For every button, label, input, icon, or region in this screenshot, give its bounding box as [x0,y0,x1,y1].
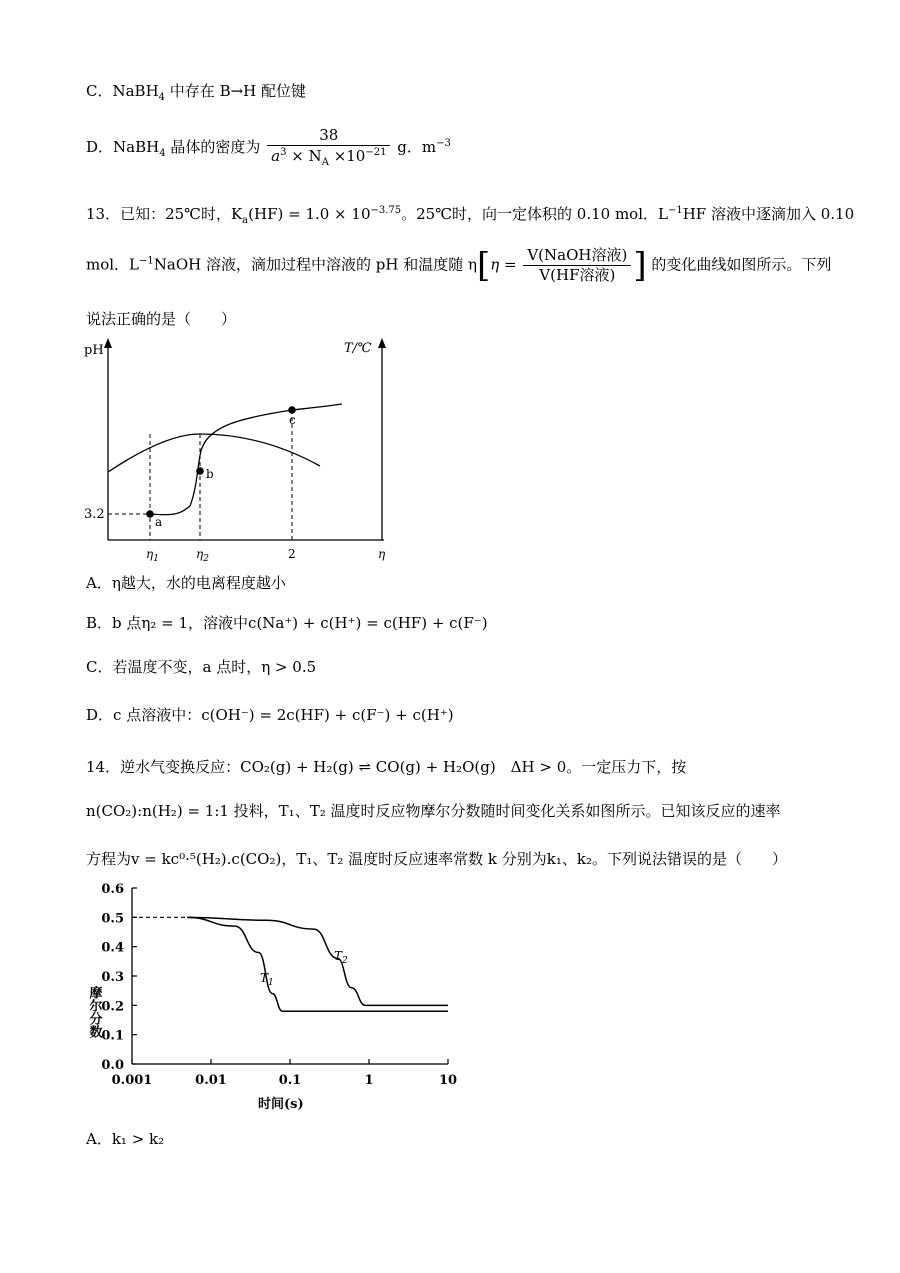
q14-ytick-label: 0.6 [101,882,124,897]
q12-option-c: C．NaBH$_4$ 中存在 B→H 配位键 [86,82,307,103]
q12-option-d: D．NaBH$_4$ 晶体的密度为 $\frac{38}{a^3 \times N_A \times 10^{-21}}$ g．$m^{-3}$ [86,126,451,168]
q13-ph-temperature-chart [80,336,410,566]
q14-stem-line1: 14．逆水气变换反应：CO₂(g) + H₂(g) ⇌ CO(g) + H₂O(g) ΔH > 0。一定压力下，按 [86,758,687,776]
q14-label-t2: $T_2$ [334,949,348,966]
q14-stem-line2: n(CO₂):n(H₂) = 1:1 投料，T₁、T₂ 温度时反应物摩尔分数随时间变化关系如图所示。已知该反应的速率 [86,802,781,820]
y-label-right: T/℃ [344,341,372,356]
label-a: a [155,515,163,529]
q14-ytick-label: 0.2 [101,999,124,1015]
y-arrow-left [104,338,112,348]
q14-ytick-label: 0.0 [101,1058,124,1073]
q13-option-d: D．c 点溶液中：c(OH⁻) = 2c(HF) + c(F⁻) + c(H⁺) [86,706,454,724]
q14-xtick-label: 1 [364,1073,374,1088]
tick-3-2: 3.2 [84,507,105,522]
q14-mole-fraction-chart [80,876,470,1116]
q14-stem-line3: 方程为v = kc⁰·⁵(H₂).c(CO₂)，T₁、T₂ 温度时反应速率常数 k 分别为k₁、k₂。下列说法错误的是（ ） [86,850,787,868]
q13-option-c: C．若温度不变，a 点时，η > 0.5 [86,658,317,676]
x-label-eta: η [378,547,386,561]
ph-curve [150,404,342,515]
q14-xtick-label: 0.1 [278,1073,302,1088]
q13-stem-line2: mol．$L^{-1}NaOH$ 溶液，滴加过程中溶液的 pH 和温度随 η[η = $\frac{\text{V(NaOH溶液)}}{\text{V(HF溶液)}}$ ] 的变化曲线如图所示。下列 [86,245,832,286]
q14-ytick-label: 0.4 [101,940,124,956]
q13-option-a: A．η越大，水的电离程度越小 [86,574,286,592]
tick-eta2: $\eta_2$ [196,547,209,564]
q13-option-b: B．b 点η₂ = 1，溶液中c(Na⁺) + c(H⁺) = c(HF) + c(F⁻) [86,614,488,632]
q14-ytick-label: 0.1 [101,1028,124,1044]
point-a [146,510,154,518]
q14-option-a: A．k₁ > k₂ [86,1130,165,1148]
label-c: c [289,413,296,427]
q14-y-label: 摩尔分数 [86,986,102,1038]
q14-x-label: 时间(s) [258,1097,304,1112]
q14-series-T2 [187,917,448,1005]
tick-eta1: $\eta_1$ [146,547,159,564]
q13-stem-line3: 说法正确的是（ ） [86,310,237,328]
q14-xtick-label: 0.01 [195,1073,227,1088]
q14-label-t1: $T_1$ [260,971,274,988]
q14-series-T1 [187,917,448,1011]
eta-fraction: $\frac{\text{V(NaOH溶液)}}{\text{V(HF溶液)}}$ [523,248,631,283]
y-arrow-right [378,338,386,348]
tick-2: 2 [288,547,296,561]
point-b [196,467,204,475]
q13-stem-line1: 13．已知：25℃时，$K_a(HF) = 1.0 \times 10^{-3.75}$。25℃时，向一定体积的 0.10 mol．$L^{-1}HF$ 溶液中逐滴加入 0.10 [86,205,855,226]
label-b: b [206,467,214,481]
density-fraction: $\frac{38}{a^3 \times N_A \times 10^{-21}}$ [267,128,390,168]
q14-xtick-label: 0.001 [111,1073,153,1088]
temperature-curve [108,434,320,472]
q14-ytick-label: 0.5 [101,911,124,927]
q14-xtick-label: 10 [438,1073,458,1088]
y-label-left: pH [84,343,104,358]
q14-ytick-label: 0.3 [101,970,124,985]
